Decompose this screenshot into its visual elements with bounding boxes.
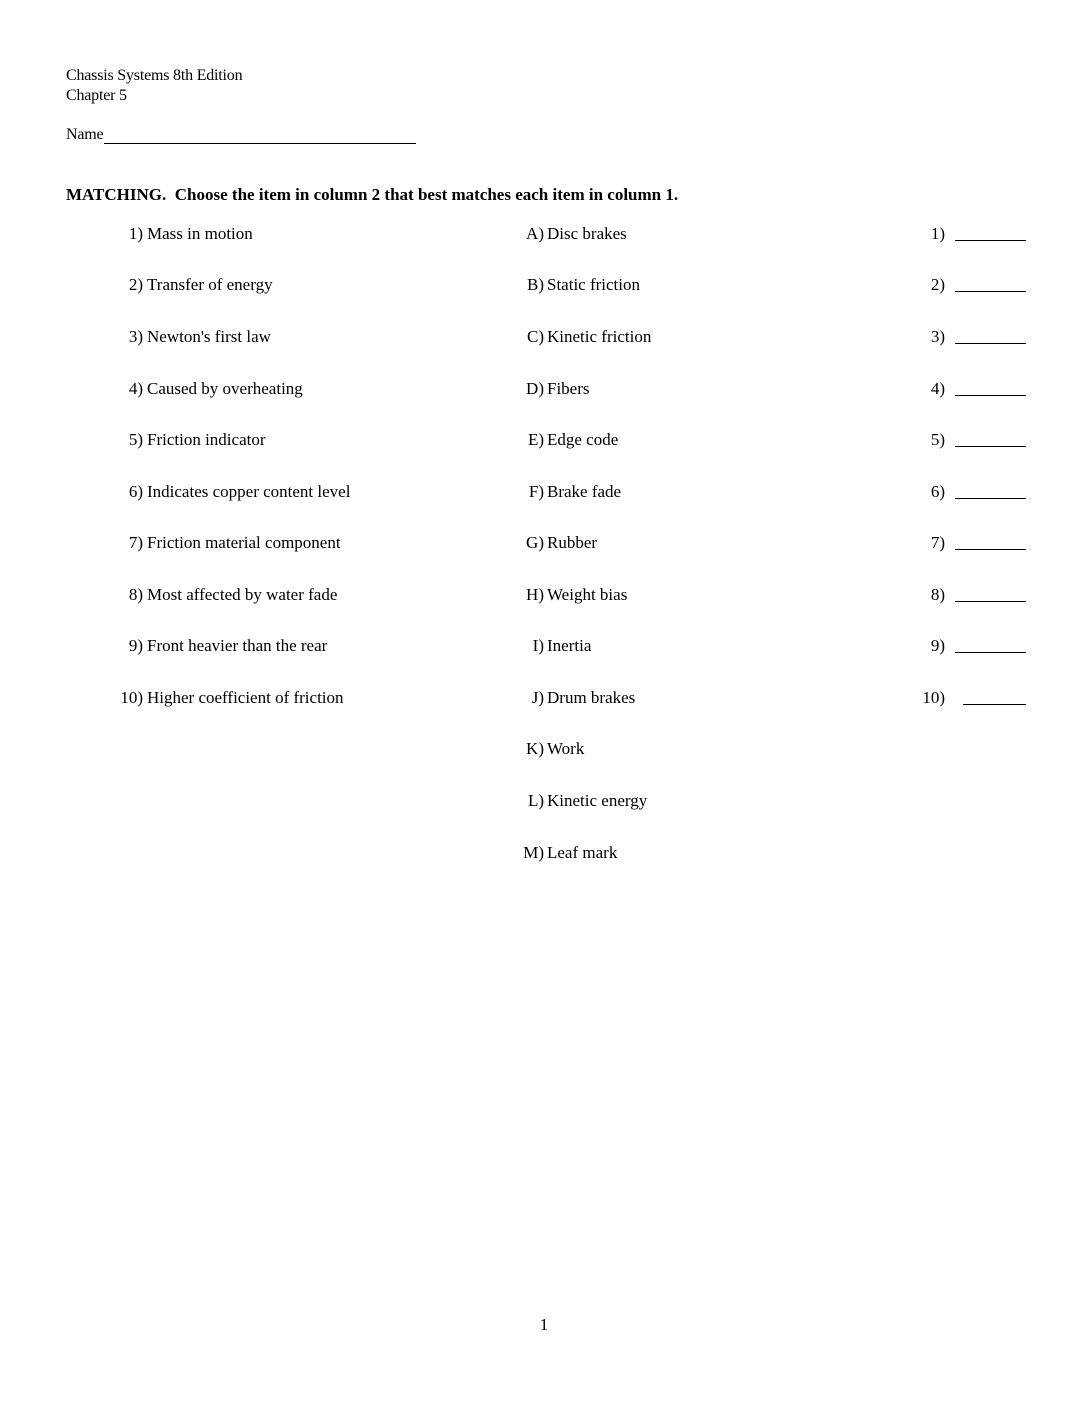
answer-blank[interactable] (955, 395, 1026, 396)
question-number: 10) (120, 688, 143, 707)
matching-row (0, 583, 1088, 607)
answer-blank[interactable] (955, 498, 1026, 499)
matching-row (0, 531, 1088, 555)
answer-blank[interactable] (955, 240, 1026, 241)
answer-number: 2) (930, 275, 945, 294)
choice-letter: L) (527, 791, 544, 810)
answer-blank[interactable] (955, 291, 1026, 292)
answer-number: 10) (922, 688, 945, 707)
matching-row (0, 737, 1088, 761)
choice-letter: J) (531, 688, 544, 707)
page-number: 1 (539, 1315, 549, 1334)
matching-row (0, 428, 1088, 452)
question-text: Friction material component (147, 533, 341, 552)
choice-text: Brake fade (547, 482, 622, 501)
matching-row (0, 222, 1088, 246)
question-number: 1) (128, 224, 143, 243)
choice-letter: C) (527, 327, 544, 346)
matching-row (0, 686, 1088, 710)
choice-letter: H) (526, 585, 544, 604)
choice-letter: B) (527, 275, 544, 294)
matching-row (0, 634, 1088, 658)
choice-letter: I) (532, 636, 544, 655)
choice-text: Rubber (547, 533, 598, 552)
choice-text: Disc brakes (547, 224, 627, 243)
choice-text: Drum brakes (547, 688, 636, 707)
answer-blank[interactable] (955, 652, 1026, 653)
choice-letter: E) (527, 430, 544, 449)
answer-number: 1) (930, 224, 945, 243)
matching-row (0, 273, 1088, 297)
question-text: Higher coefficient of friction (147, 688, 344, 707)
question-number: 6) (128, 482, 143, 501)
matching-row (0, 480, 1088, 504)
question-text: Caused by overheating (147, 379, 303, 398)
choice-letter: K) (526, 739, 544, 758)
question-number: 7) (128, 533, 143, 552)
question-number: 9) (128, 636, 143, 655)
question-number: 8) (128, 585, 143, 604)
choice-text: Edge code (547, 430, 619, 449)
matching-row (0, 377, 1088, 401)
answer-blank[interactable] (955, 601, 1026, 602)
answer-blank[interactable] (963, 704, 1026, 705)
question-text: Indicates copper content level (147, 482, 351, 501)
name-field (66, 125, 416, 144)
answer-number: 4) (930, 379, 945, 398)
question-text: Friction indicator (147, 430, 266, 449)
choice-text: Fibers (547, 379, 590, 398)
choice-letter: D) (526, 379, 544, 398)
name-blank-line[interactable] (104, 126, 416, 144)
book-title: Chassis Systems 8th Edition (66, 67, 243, 84)
choice-text: Kinetic energy (547, 791, 648, 810)
question-text: Newton's first law (147, 327, 271, 346)
question-number: 3) (128, 327, 143, 346)
choice-text: Inertia (547, 636, 592, 655)
choice-text: Kinetic friction (547, 327, 652, 346)
question-number: 4) (128, 379, 143, 398)
answer-number: 3) (930, 327, 945, 346)
answer-blank[interactable] (955, 446, 1026, 447)
answer-number: 7) (930, 533, 945, 552)
answer-number: 5) (930, 430, 945, 449)
question-text: Most affected by water fade (147, 585, 338, 604)
question-text: Mass in motion (147, 224, 253, 243)
question-number: 2) (128, 275, 143, 294)
chapter-label: Chapter 5 (66, 87, 127, 104)
name-label: Name (66, 126, 104, 143)
answer-number: 6) (930, 482, 945, 501)
choice-text: Static friction (547, 275, 641, 294)
answer-blank[interactable] (955, 343, 1026, 344)
answer-number: 8) (930, 585, 945, 604)
choice-text: Weight bias (547, 585, 628, 604)
question-number: 5) (128, 430, 143, 449)
question-text: Front heavier than the rear (147, 636, 328, 655)
question-text: Transfer of energy (147, 275, 273, 294)
choice-letter: A) (526, 224, 544, 243)
matching-instructions: MATCHING. Choose the item in column 2 that best matches each item in column 1. (66, 185, 679, 204)
answer-blank[interactable] (955, 549, 1026, 550)
matching-row (0, 841, 1088, 865)
matching-row (0, 789, 1088, 813)
choice-text: Work (547, 739, 585, 758)
choice-letter: F) (528, 482, 544, 501)
answer-number: 9) (930, 636, 945, 655)
choice-letter: M) (523, 843, 544, 862)
matching-row (0, 325, 1088, 349)
choice-text: Leaf mark (547, 843, 618, 862)
choice-letter: G) (526, 533, 544, 552)
